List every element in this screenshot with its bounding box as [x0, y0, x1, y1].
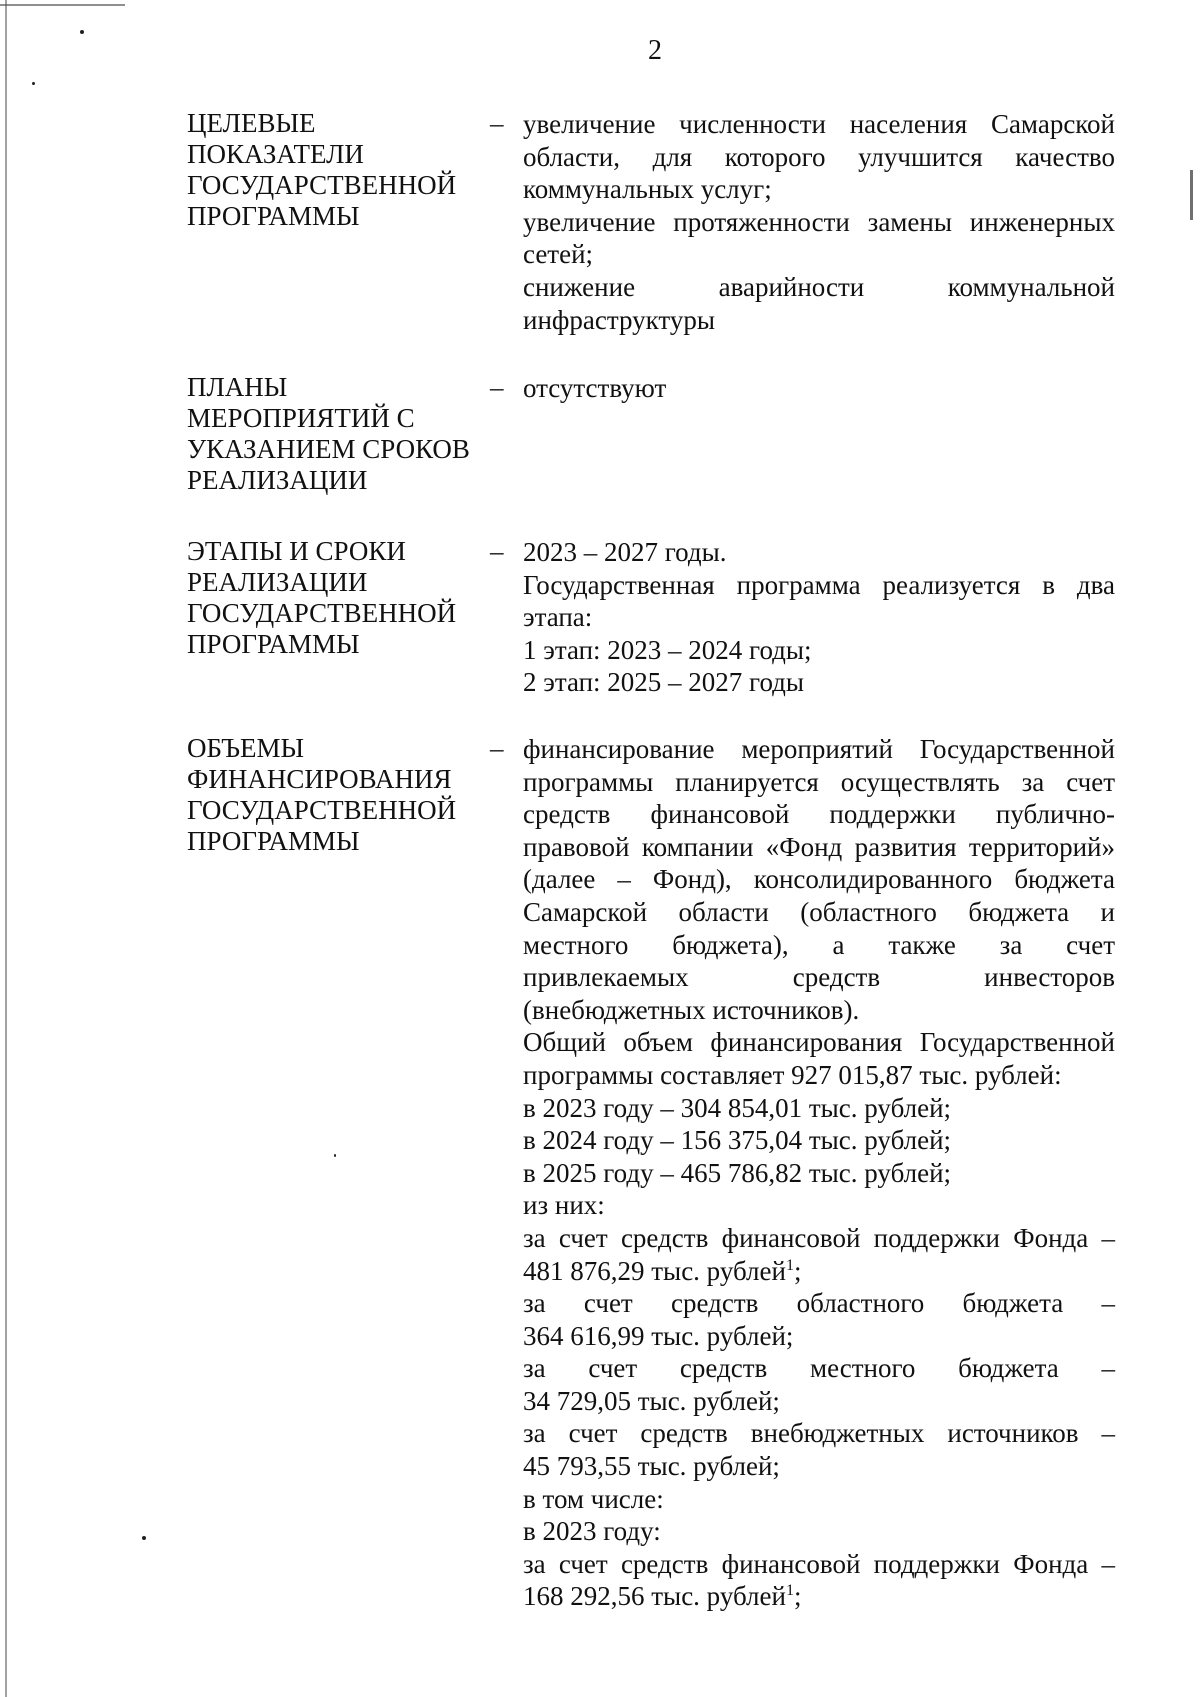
content-line: в 2024 году – 156 375,04 тыс. рублей;: [523, 1125, 952, 1156]
content-line: правовой компании «Фонд развития территорий»: [523, 831, 1115, 862]
content-line: (внебюджетных источников).: [523, 994, 860, 1025]
content-line: за счет средств областного бюджета –: [523, 1288, 1115, 1319]
content-text: 168 292,56 тыс. рублей: [523, 1581, 786, 1612]
footnote-mark: 1: [785, 1256, 794, 1274]
content-line: 34 729,05 тыс. рублей;: [523, 1385, 780, 1416]
content-line: за счет средств финансовой поддержки Фонда –: [523, 1548, 1115, 1579]
label-line: РЕАЛИЗАЦИИ: [187, 465, 368, 495]
label-line: ПРОГРАММЫ: [187, 629, 360, 659]
label-line: ПРОГРАММЫ: [187, 826, 360, 856]
label-line: ОБЪЕМЫ: [187, 733, 305, 763]
content-line: программы составляет 927 015,87 тыс. рублей:: [523, 1059, 1062, 1090]
content-line: коммунальных услуг;: [523, 174, 772, 205]
label-line: МЕРОПРИЯТИЙ С: [187, 403, 415, 433]
content-line: за счет средств финансовой поддержки Фонда –: [523, 1222, 1115, 1253]
content-line: за счет средств местного бюджета –: [523, 1353, 1115, 1384]
section-dash: –: [490, 536, 504, 566]
content-line: увеличение протяженности замены инженерных: [523, 206, 1115, 237]
content-line: 2 этап: 2025 – 2027 годы: [523, 667, 805, 698]
section-content: [523, 733, 1115, 1613]
content-line: увеличение численности населения Самарской: [523, 109, 1115, 139]
content-line: 1 этап: 2023 – 2024 годы;: [523, 634, 812, 665]
section-label: [187, 372, 487, 496]
scan-top-edge: [0, 4, 125, 6]
content-line: [523, 1580, 1115, 1613]
label-line: ГОСУДАРСТВЕННОЙ: [187, 598, 457, 628]
label-line: ГОСУДАРСТВЕННОЙ: [187, 170, 457, 200]
content-line: Государственная программа реализуется в два: [523, 569, 1115, 600]
page-number: 2: [648, 35, 662, 66]
content-line: инфраструктуры: [523, 304, 715, 335]
scan-speck: [334, 1154, 336, 1157]
label-line: УКАЗАНИЕМ СРОКОВ: [187, 434, 470, 464]
label-line: ПЛАНЫ: [187, 372, 288, 402]
content-line: в том числе:: [523, 1483, 664, 1514]
section-dash: –: [490, 372, 504, 402]
content-line: 364 616,99 тыс. рублей;: [523, 1320, 794, 1351]
content-line: этапа:: [523, 602, 593, 633]
content-line: 45 793,55 тыс. рублей;: [523, 1451, 780, 1482]
line-suffix: ;: [793, 1581, 802, 1612]
content-line: в 2023 году – 304 854,01 тыс. рублей;: [523, 1092, 952, 1123]
line-suffix: ;: [793, 1255, 802, 1286]
content-line: за счет средств внебюджетных источников –: [523, 1418, 1115, 1449]
content-line: в 2023 году:: [523, 1516, 661, 1547]
content-line: Самарской области (областного бюджета и: [523, 896, 1115, 927]
content-line: 2023 – 2027 годы.: [523, 537, 727, 567]
section-label: [187, 733, 487, 857]
label-line: ГОСУДАРСТВЕННОЙ: [187, 795, 457, 825]
label-line: ПОКАЗАТЕЛИ: [187, 139, 364, 169]
label-line: ФИНАНСИРОВАНИЯ: [187, 764, 452, 794]
section-label: [187, 536, 487, 660]
content-line: сетей;: [523, 239, 594, 270]
content-line: местного бюджета), а также за счет: [523, 929, 1115, 960]
scan-left-edge: [5, 0, 7, 1697]
content-line: средств финансовой поддержки публично-: [523, 799, 1115, 830]
content-line: программы планируется осуществлять за счет: [523, 766, 1115, 797]
footnote-mark: 1: [785, 1582, 794, 1600]
content-line: отсутствуют: [523, 373, 667, 403]
content-line: снижение аварийности коммунальной: [523, 271, 1115, 302]
label-line: ЦЕЛЕВЫЕ: [187, 108, 316, 138]
scan-speck: [142, 1536, 146, 1540]
label-line: ПРОГРАММЫ: [187, 201, 360, 231]
content-line: привлекаемых средств инвесторов: [523, 962, 1115, 993]
scan-speck: [32, 82, 35, 85]
section-content: [523, 536, 1115, 699]
section-dash: –: [490, 108, 504, 138]
section-content: [523, 372, 1115, 405]
content-line: Общий объем финансирования Государственной: [523, 1027, 1115, 1058]
content-line: (далее – Фонд), консолидированного бюджета: [523, 864, 1115, 895]
label-line: РЕАЛИЗАЦИИ: [187, 567, 368, 597]
content-line: финансирование мероприятий Государственной: [523, 734, 1115, 764]
section-content: [523, 108, 1115, 336]
label-line: ЭТАПЫ И СРОКИ: [187, 536, 406, 566]
content-line: области, для которого улучшится качество: [523, 141, 1115, 172]
content-text: 481 876,29 тыс. рублей: [523, 1255, 786, 1286]
scan-right-mark: [1190, 170, 1193, 220]
content-line: в 2025 году – 465 786,82 тыс. рублей;: [523, 1157, 952, 1188]
section-label: [187, 108, 487, 232]
section-dash: –: [490, 733, 504, 763]
content-line: из них:: [523, 1190, 605, 1221]
content-line: [523, 1255, 1115, 1288]
